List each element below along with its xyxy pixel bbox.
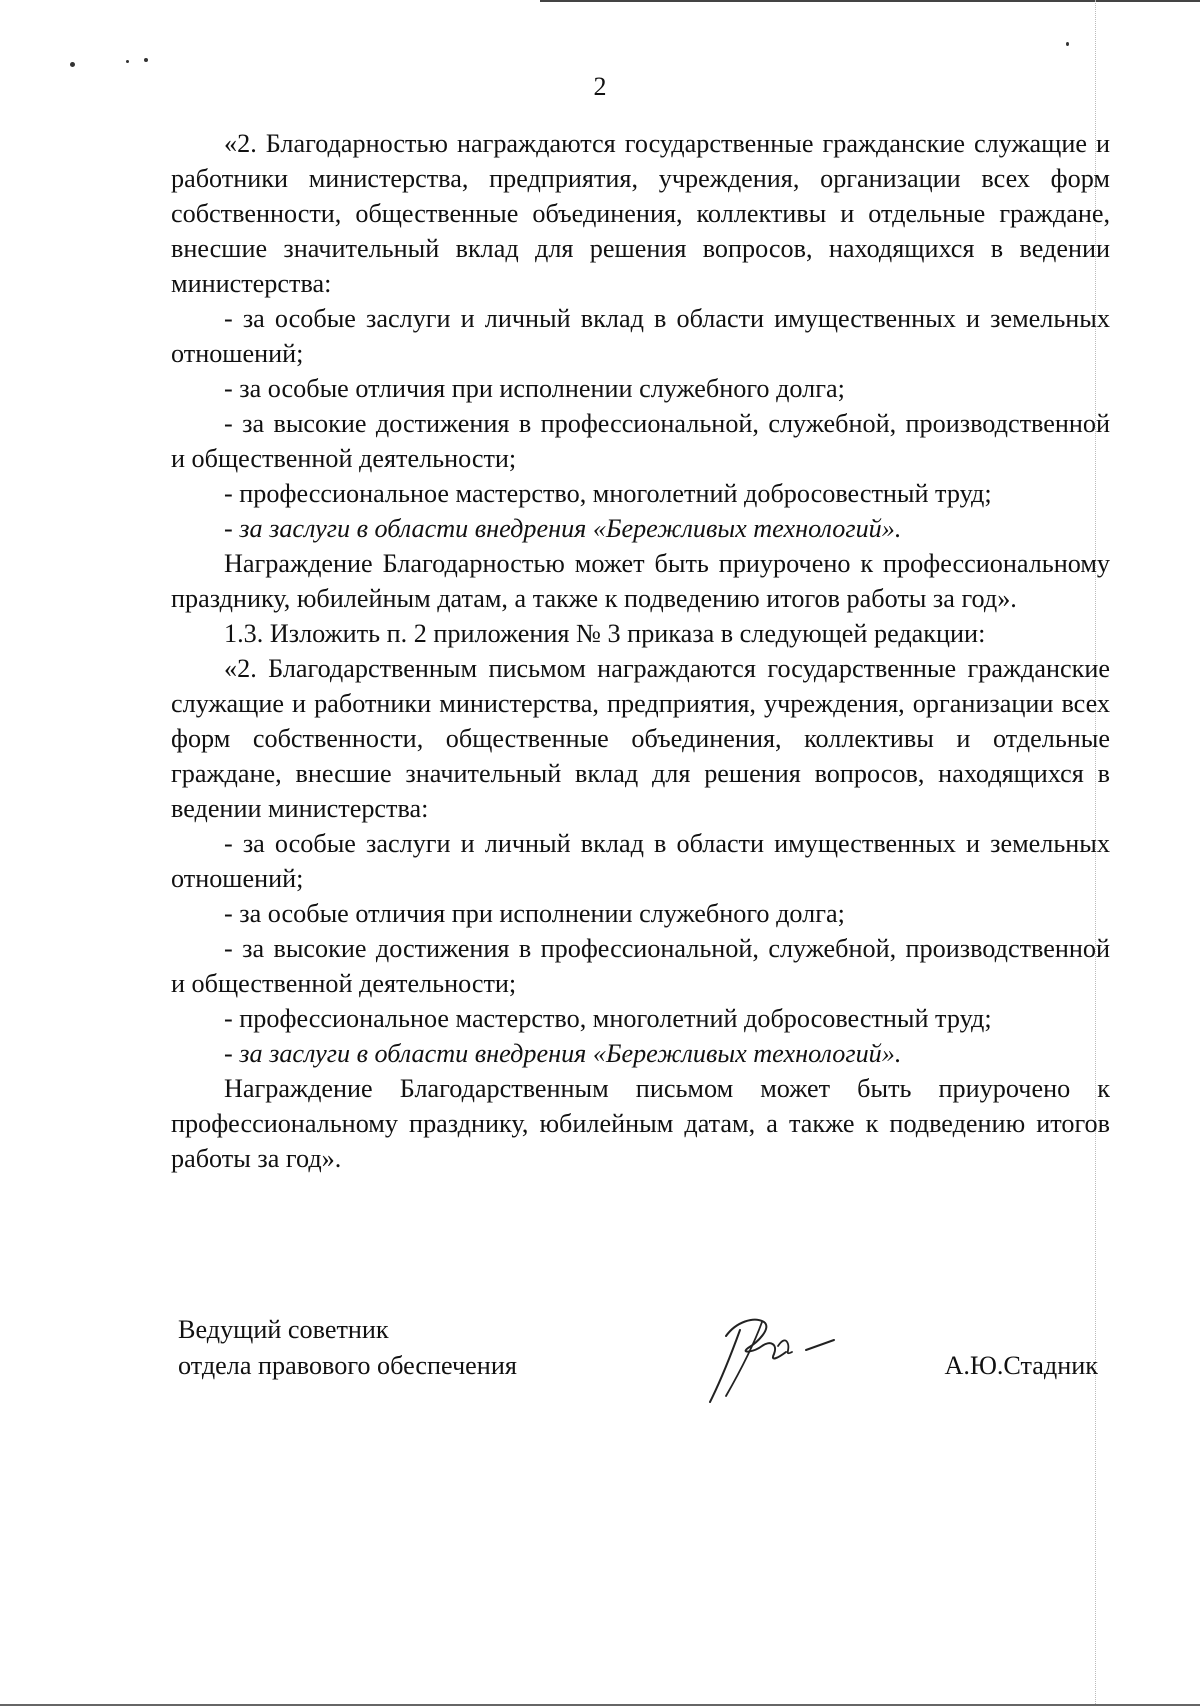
paragraph: - за особые заслуги и личный вклад в области имущественных и земельных отношений; [171, 304, 1110, 368]
page-number: 2 [593, 72, 607, 101]
paragraph: 1.3. Изложить п. 2 приложения № 3 приказа в следующей редакции: [224, 619, 986, 648]
paragraph: - за заслуги в области внедрения «Бережливых технологий». [224, 1039, 902, 1068]
paragraph: - за заслуги в области внедрения «Бережливых технологий». [224, 514, 902, 543]
signatory-position [178, 1312, 598, 1384]
paragraph: - профессиональное мастерство, многолетний добросовестный труд; [224, 479, 992, 508]
signatory-name: А.Ю.Стадник [944, 1351, 1098, 1380]
paragraph: «2. Благодарностью награждаются государственные гражданские служащие и работники министерства, предприятия, учреждения, организации всех форм собственности, общественные объединения, коллективы и отдельные граждане, внесшие значительный вклад для решения вопросов, находящихся в ведении министерства: [171, 129, 1110, 298]
paragraph: Награждение Благодарственным письмом может быть приурочено к профессиональному празднику, юбилейным датам, а также к подведению итогов работы за год». [171, 1074, 1110, 1173]
scan-speck [70, 62, 75, 67]
scan-speck [1066, 42, 1069, 46]
signatory-position-line: отдела правового обеспечения [178, 1351, 517, 1380]
paragraph: Награждение Благодарностью может быть приурочено к профессиональному празднику, юбилейным датам, а также к подведению итогов работы за год». [171, 549, 1110, 613]
document-body [171, 126, 1110, 1176]
scan-speck [126, 60, 129, 63]
signatory-position-line: Ведущий советник [178, 1315, 389, 1344]
handwritten-signature [696, 1300, 846, 1410]
paragraph: - профессиональное мастерство, многолетний добросовестный труд; [224, 1004, 992, 1033]
paragraph: - за особые заслуги и личный вклад в области имущественных и земельных отношений; [171, 829, 1110, 893]
scan-top-edge [540, 0, 1200, 2]
paragraph: «2. Благодарственным письмом награждаются государственные гражданские служащие и работники министерства, предприятия, учреждения, организации всех форм собственности, общественные объединения, коллективы и отдельные граждане, внесшие значительный вклад для решения вопросов, находящихся в ведении министерства: [171, 654, 1110, 823]
paragraph: - за особые отличия при исполнении служебного долга; [224, 374, 845, 403]
scan-speck [144, 58, 148, 62]
signature-block [178, 1312, 1108, 1432]
paragraph: - за высокие достижения в профессиональной, служебной, производственной и общественной деятельности; [171, 409, 1110, 473]
paragraph: - за высокие достижения в профессиональной, служебной, производственной и общественной деятельности; [171, 934, 1110, 998]
paragraph: - за особые отличия при исполнении служебного долга; [224, 899, 845, 928]
